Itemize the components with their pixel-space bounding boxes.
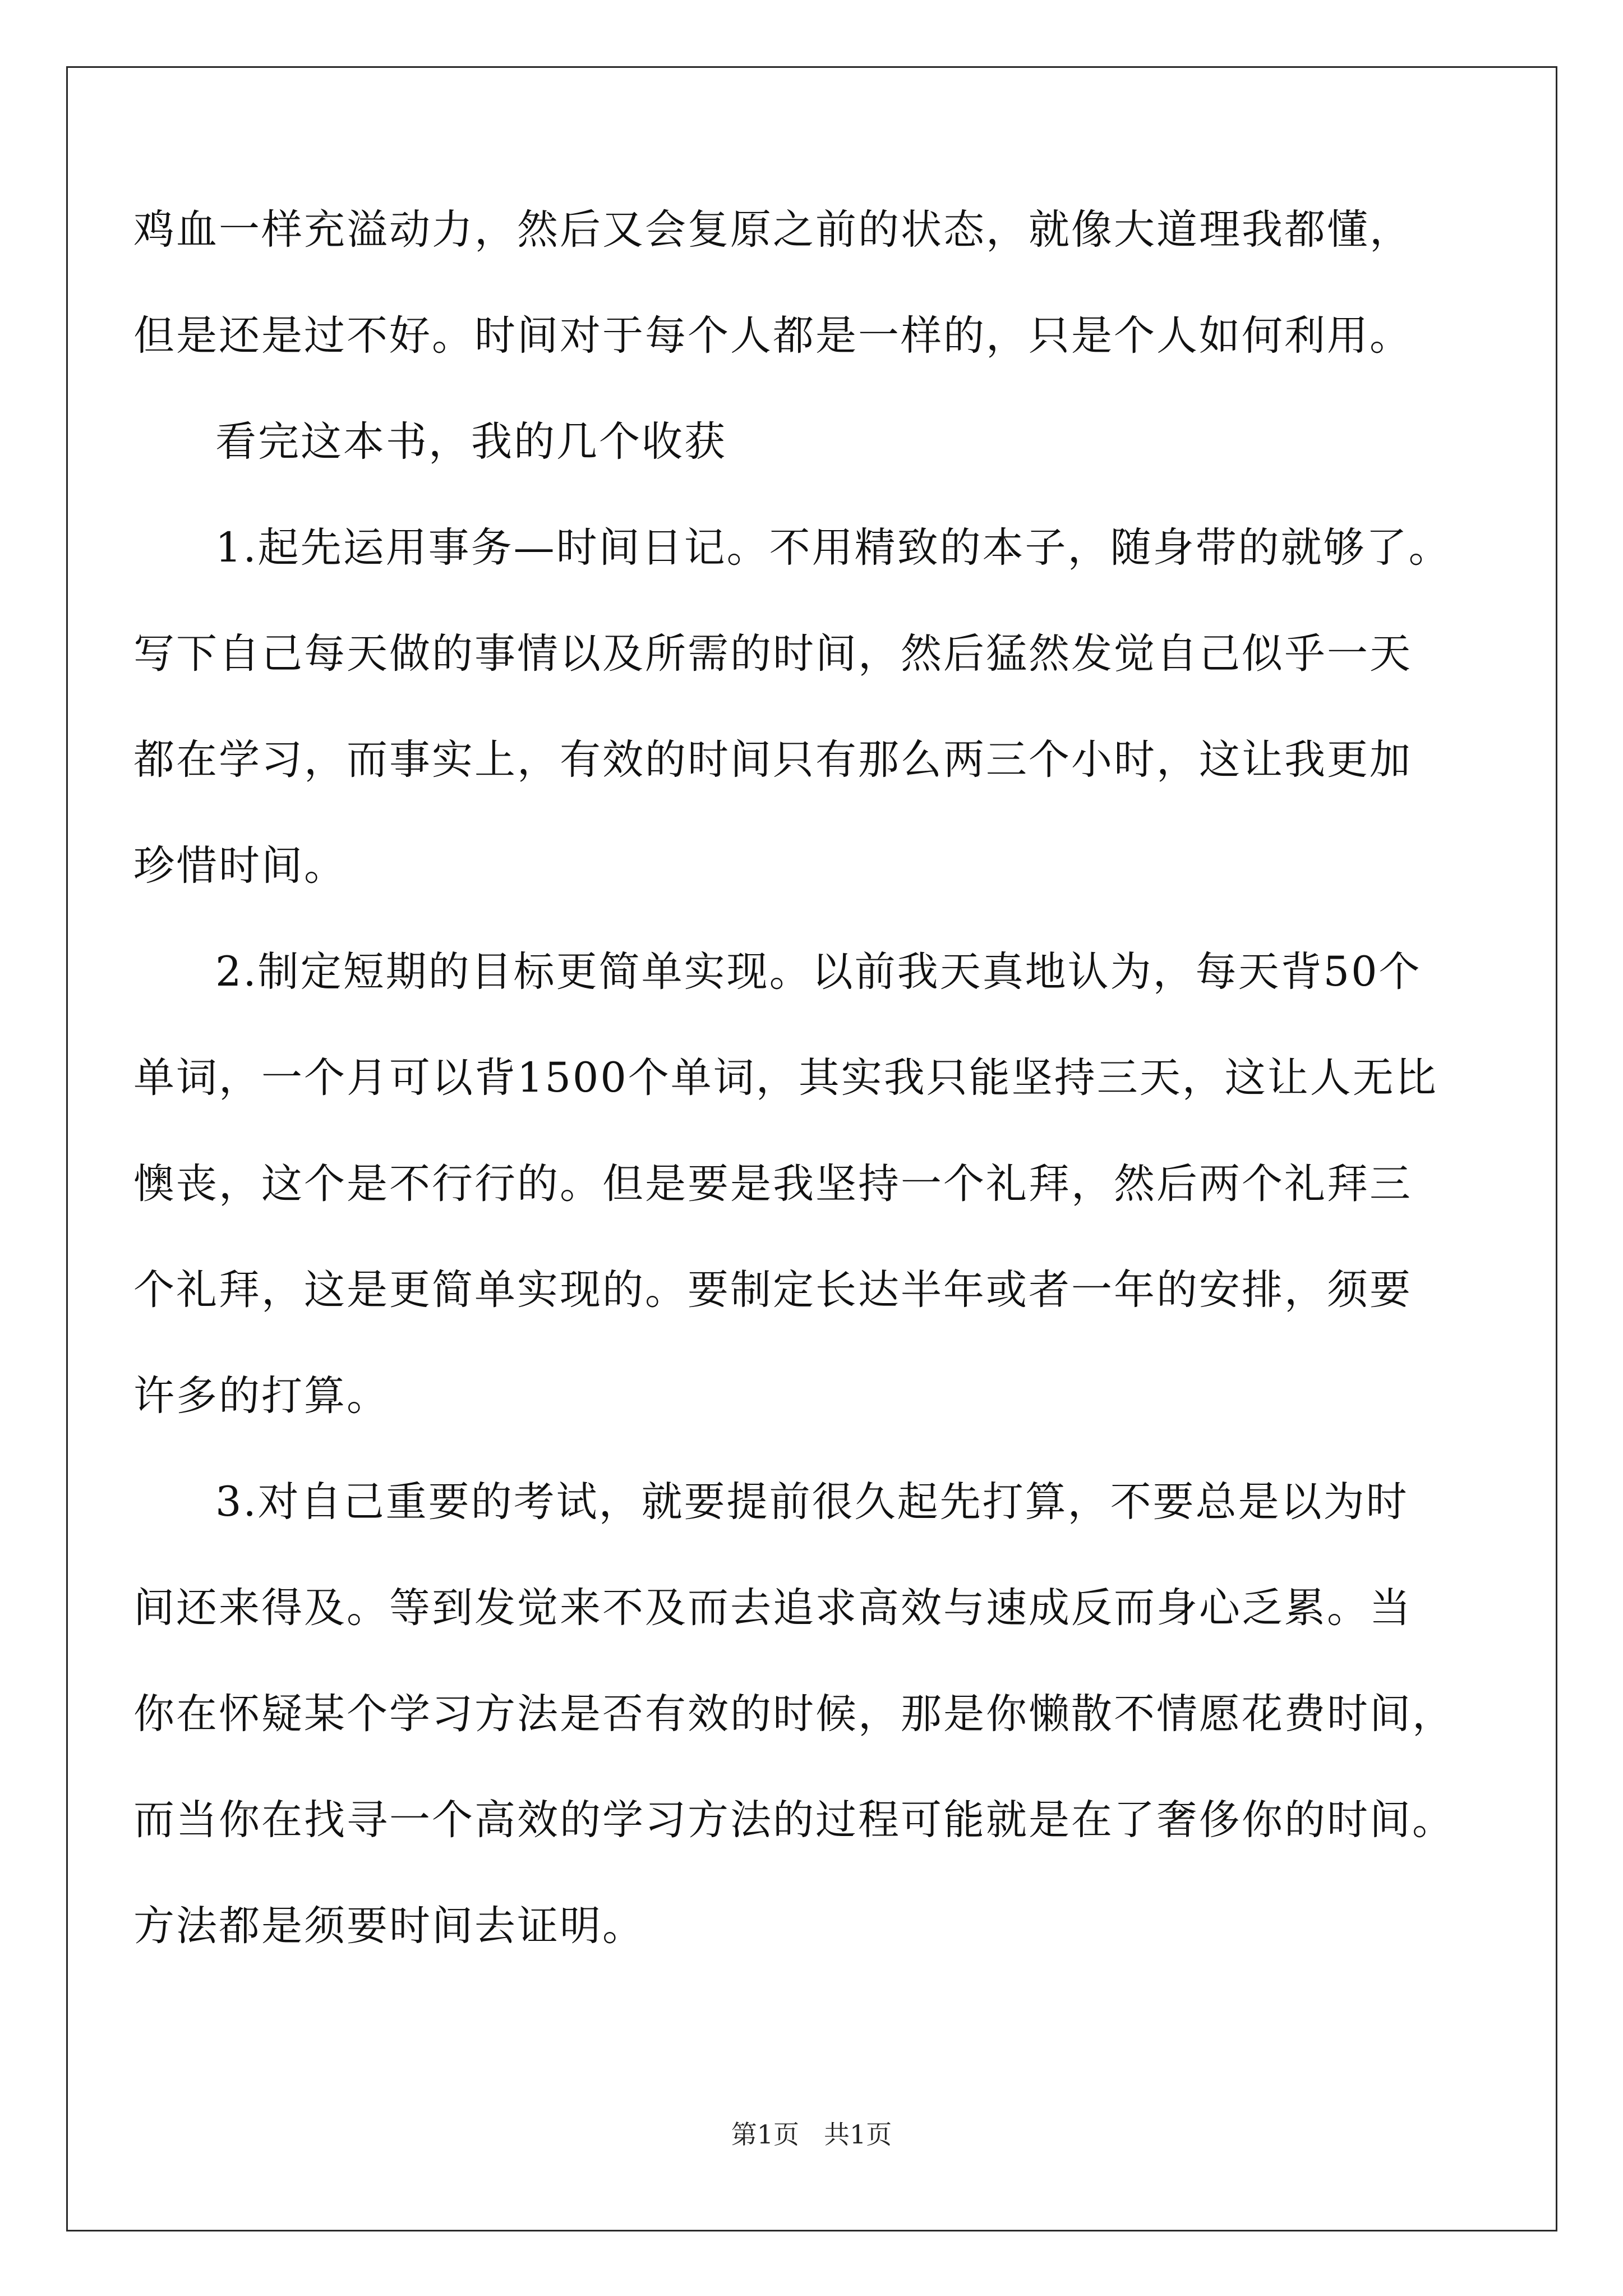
- list-item-3: 3.对自己重要的考试，就要提前很久起先打算，不要总是以为时: [215, 1478, 1409, 1526]
- text-line: 个礼拜，这是更简单实现的。要制定长达半年或者一年的安排，须要: [133, 1266, 1412, 1314]
- text-line: 间还来得及。等到发觉来不及而去追求高效与速成反而身心乏累。当: [133, 1584, 1412, 1632]
- list-item-1: 1.起先运用事务—时间日记。不用精致的本子，随身带的就够了。: [215, 524, 1451, 572]
- text-line: 但是还是过不好。时间对于每个人都是一样的，只是个人如何利用。: [133, 312, 1412, 360]
- page-count: 共1页: [824, 2119, 892, 2150]
- text-line: 鸡血一样充溢动力，然后又会复原之前的状态，就像大道理我都懂，: [133, 206, 1412, 254]
- page-footer: [0, 2118, 1623, 2151]
- text-line: 都在学习，而事实上，有效的时间只有那么两三个小时，这让我更加: [133, 736, 1412, 784]
- text-line: 懊丧，这个是不行行的。但是要是我坚持一个礼拜，然后两个礼拜三: [133, 1160, 1412, 1208]
- list-item-2: 2.制定短期的目标更简单实现。以前我天真地认为，每天背50个: [215, 948, 1422, 996]
- text-line: 珍惜时间。: [133, 842, 347, 890]
- page-number: 第1页: [731, 2119, 799, 2150]
- text-line: 写下自己每天做的事情以及所需的时间，然后猛然发觉自己似乎一天: [133, 630, 1412, 678]
- text-line: 而当你在找寻一个高效的学习方法的过程可能就是在了奢侈你的时间。: [133, 1796, 1455, 1844]
- section-heading: 看完这本书，我的几个收获: [215, 418, 727, 466]
- text-line: 方法都是须要时间去证明。: [133, 1902, 645, 1950]
- text-line: 许多的打算。: [133, 1372, 389, 1420]
- text-line: 单词，一个月可以背1500个单词，其实我只能坚持三天，这让人无比: [133, 1054, 1438, 1102]
- text-line: 你在怀疑某个学习方法是否有效的时候，那是你懒散不情愿花费时间，: [133, 1690, 1455, 1738]
